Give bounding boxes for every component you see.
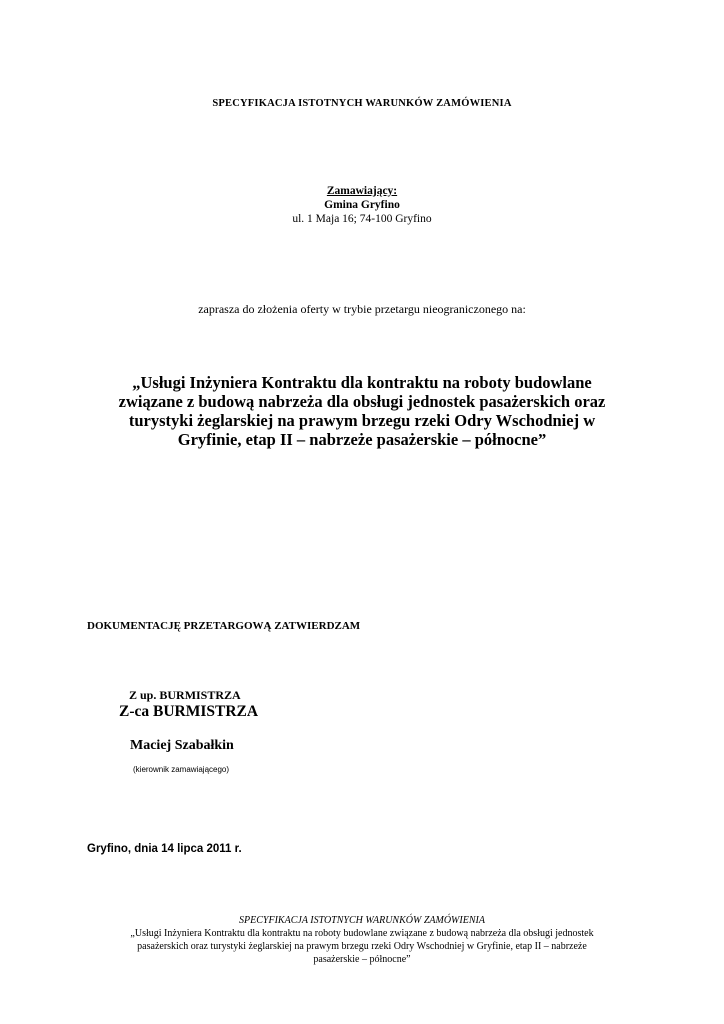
orderer-label: Zamawiający: xyxy=(326,185,398,197)
signatory-role: (kierownik zamawiającego) xyxy=(133,765,230,774)
signatory-name: Maciej Szabałkin xyxy=(130,738,234,753)
footer-title: SPECYFIKACJA ISTOTNYCH WARUNKÓW ZAMÓWIENIA xyxy=(239,915,485,926)
approval-statement: DOKUMENTACJĘ PRZETARGOWĄ ZATWIERDZAM xyxy=(87,620,361,632)
signature-title: Z-ca BURMISTRZA xyxy=(119,703,259,720)
contract-subject xyxy=(100,373,624,449)
page-footer xyxy=(70,914,654,966)
footer-line: pasażerskich oraz turystyki żeglarskiej na prawym brzegu rzeki Odry Wschodniej w Gryfinie, etap II – nabrzeże xyxy=(137,941,587,952)
place-date: Gryfino, dnia 14 lipca 2011 r. xyxy=(87,843,242,855)
orderer-address: ul. 1 Maja 16; 74-100 Gryfino xyxy=(292,213,432,225)
subject-line: turystyki żeglarskiej na prawym brzegu rzeki Odry Wschodniej w xyxy=(128,411,596,430)
document-title: SPECYFIKACJA ISTOTNYCH WARUNKÓW ZAMÓWIENIA xyxy=(212,98,512,109)
subject-line: związane z budową nabrzeża dla obsługi jednostek pasażerskich oraz xyxy=(118,392,606,411)
subject-line: „Usługi Inżyniera Kontraktu dla kontraktu na roboty budowlane xyxy=(132,373,592,392)
footer-line: „Usługi Inżyniera Kontraktu dla kontraktu na roboty budowlane związane z budową nabrzeża dla obsługi jednostek xyxy=(130,928,594,939)
orderer-name: Gmina Gryfino xyxy=(324,199,400,211)
signature-authority: Z up. BURMISTRZA xyxy=(129,688,241,702)
orderer-block xyxy=(0,184,724,226)
subject-line: Gryfinie, etap II – nabrzeże pasażerskie – północne” xyxy=(177,430,547,449)
footer-line: pasażerskie – północne” xyxy=(313,954,411,965)
invitation-text: zaprasza do złożenia oferty w trybie przetargu nieograniczonego na: xyxy=(198,302,526,316)
